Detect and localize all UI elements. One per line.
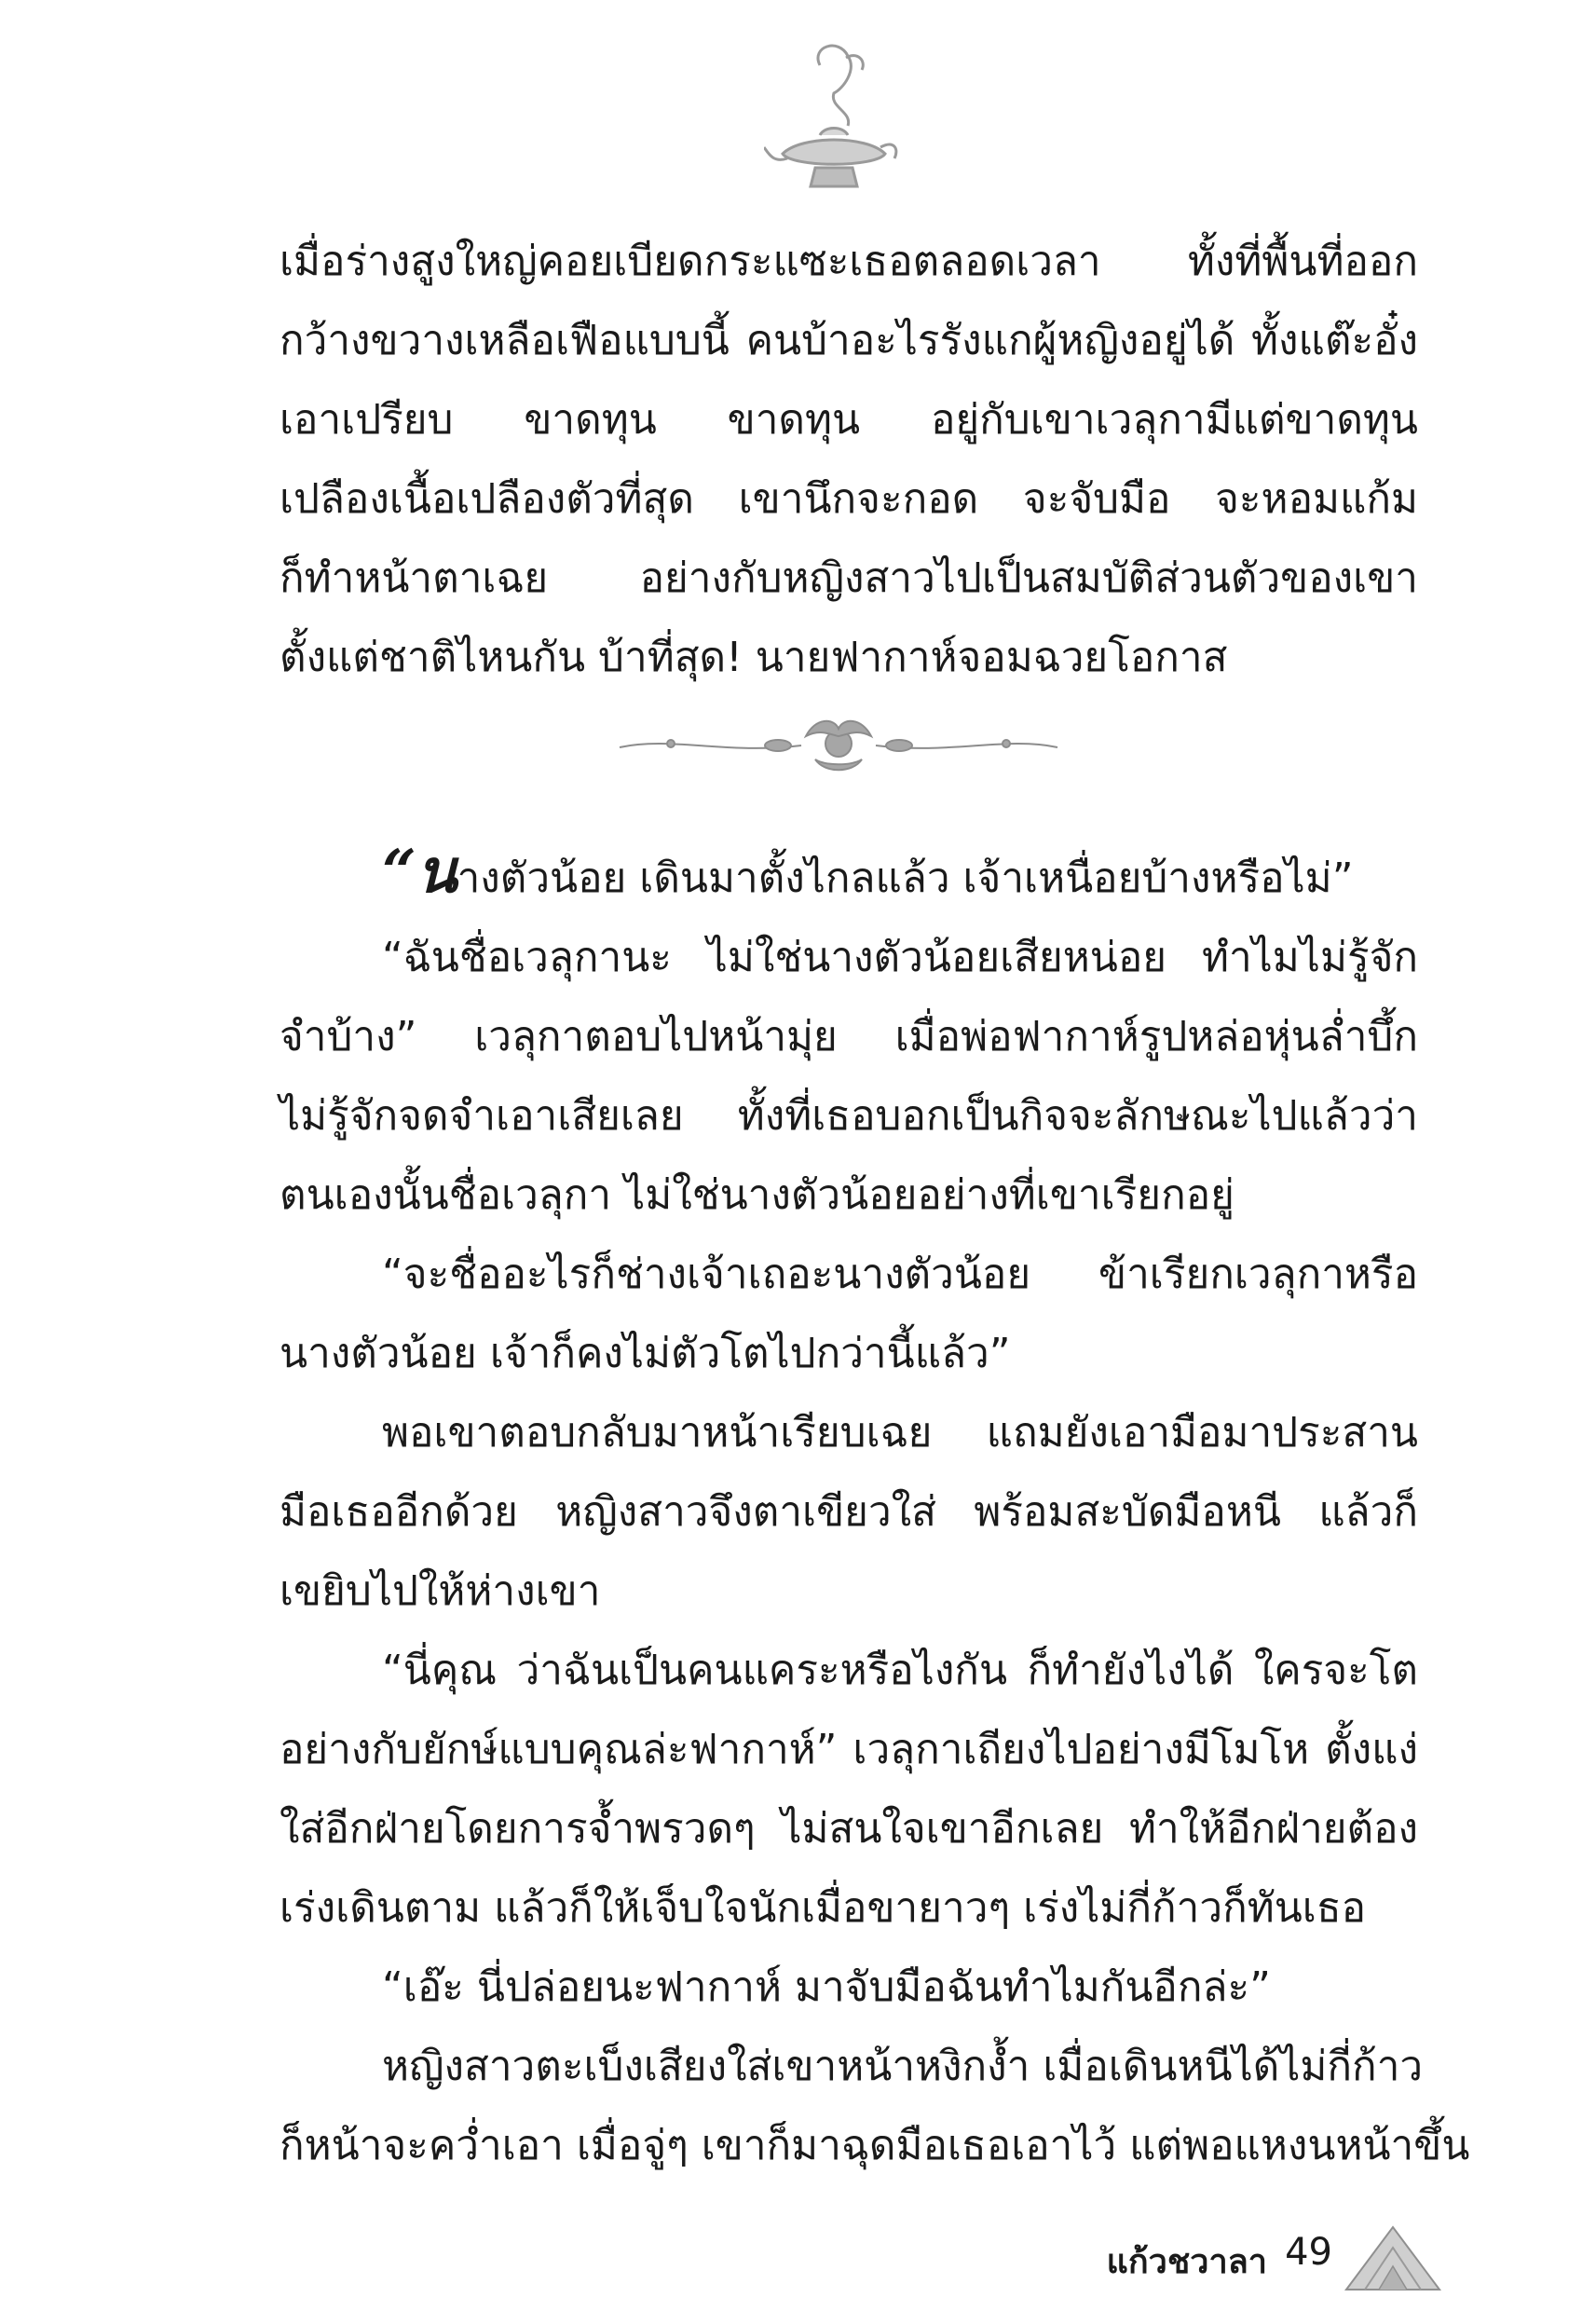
text-line: ใส่อีกฝ่ายโดยการจ้ำพรวดๆ ไม่สนใจเขาอีกเลย ทำให้อีกฝ่ายต้อง [280, 1805, 1418, 1853]
drop-cap: “น [382, 837, 457, 907]
text-line: กว้างขวางเหลือเฟือแบบนี้ คนบ้าอะไรรังแกผู้หญิงอยู่ได้ ทั้งแต๊ะอั๋ง [280, 317, 1418, 364]
text-line: เมื่อร่างสูงใหญ่คอยเบียดกระแซะเธอตลอดเวลา ทั้งที่พื้นที่ออก [280, 238, 1418, 285]
paragraph-block-top [280, 222, 1418, 697]
text-line [280, 839, 1418, 918]
section-divider-ornament-icon [615, 708, 1062, 783]
text-line: ก็ทำหน้าตาเฉย อย่างกับหญิงสาวไปเป็นสมบัติส่วนตัวของเขา [280, 554, 1418, 602]
drop-cap-rest: างตัวน้อย เดินมาตั้งไกลแล้ว เจ้าเหนื่อยบ้างหรือไม่” [457, 855, 1354, 902]
text-line: ไม่รู้จักจดจำเอาเสียเลย ทั้งที่เธอบอกเป็นกิจจะลักษณะไปแล้วว่า [280, 1092, 1418, 1140]
text-line: “นี่คุณ ว่าฉันเป็นคนแคระหรือไงกัน ก็ทำยังไงได้ ใครจะโต [382, 1647, 1418, 1694]
text-line: ตนเองนั้นชื่อเวลุกา ไม่ใช่นางตัวน้อยอย่างที่เขาเรียกอยู่ [280, 1171, 1235, 1219]
pyramid-ornament-icon [1342, 2220, 1444, 2294]
text-line: “จะชื่ออะไรก็ช่างเจ้าเถอะนางตัวน้อย ข้าเรียกเวลุกาหรือ [382, 1251, 1418, 1298]
paragraph [280, 839, 1418, 918]
text-line: จำบ้าง” เวลุกาตอบไปหน้ามุ่ย เมื่อพ่อฟากาห์รูปหล่อหุ่นล่ำบึ้ก [280, 1013, 1418, 1060]
paragraph [280, 1631, 1418, 1948]
text-line: พอเขาตอบกลับมาหน้าเรียบเฉย แถมยังเอามือมาประสาน [382, 1409, 1418, 1456]
paragraph [280, 1235, 1418, 1393]
text-line: “เอ๊ะ นี่ปล่อยนะฟากาห์ มาจับมือฉันทำไมกันอีกล่ะ” [382, 1963, 1271, 2011]
text-line: เอาเปรียบ ขาดทุน ขาดทุน อยู่กับเขาเวลุกามีแต่ขาดทุน [280, 396, 1418, 444]
book-title: แก้วชวาลา [1106, 2243, 1267, 2281]
text-line: “ฉันชื่อเวลุกานะ ไม่ใช่นางตัวน้อยเสียหน่อย ทำไมไม่รู้จัก [382, 934, 1418, 981]
text-line: เร่งเดินตาม แล้วก็ให้เจ็บใจนักเมื่อขายาวๆ เร่งไม่กี่ก้าวก็ทันเธอ [280, 1884, 1367, 1932]
paragraph [280, 1948, 1418, 2027]
text-line: หญิงสาวตะเบ็งเสียงใส่เขาหน้าหงิกงํ้า เมื่อเดินหนีได้ไม่กี่ก้าว [382, 2043, 1424, 2090]
text-line: มือเธออีกด้วย หญิงสาวจึงตาเขียวใส่ พร้อมสะบัดมือหนี แล้วก็ [280, 1488, 1418, 1536]
text-line: ตั้งแต่ชาติไหนกัน บ้าที่สุด! นายฟากาห์จอมฉวยโอกาส [280, 634, 1228, 681]
text-line: นางตัวน้อย เจ้าก็คงไม่ตัวโตไปกว่านี้แล้ว” [280, 1330, 1011, 1377]
text-line: อย่างกับยักษ์แบบคุณล่ะฟากาห์” เวลุกาเถียงไปอย่างมีโมโห ตั้งแง่ [280, 1726, 1418, 1773]
text-line: เปลืองเนื้อเปลืองตัวที่สุด เขานึกจะกอด จะจับมือ จะหอมแก้ม [280, 475, 1418, 523]
text-line: ก็หน้าจะคว่ำเอา เมื่อจู่ๆ เขาก็มาฉุดมือเธอเอาไว้ แต่พอแหงนหน้าขึ้น [280, 2122, 1470, 2169]
paragraph-block-bottom [280, 837, 1470, 2185]
paragraph [280, 222, 1418, 697]
page-footer [1016, 2225, 1407, 2300]
magic-lamp-ornament-icon [764, 37, 904, 205]
page-number: 49 [1285, 2231, 1332, 2274]
paragraph [280, 2027, 1470, 2185]
paragraph [280, 918, 1418, 1235]
text-line: เขยิบไปให้ห่างเขา [280, 1567, 601, 1615]
paragraph [280, 1393, 1418, 1631]
